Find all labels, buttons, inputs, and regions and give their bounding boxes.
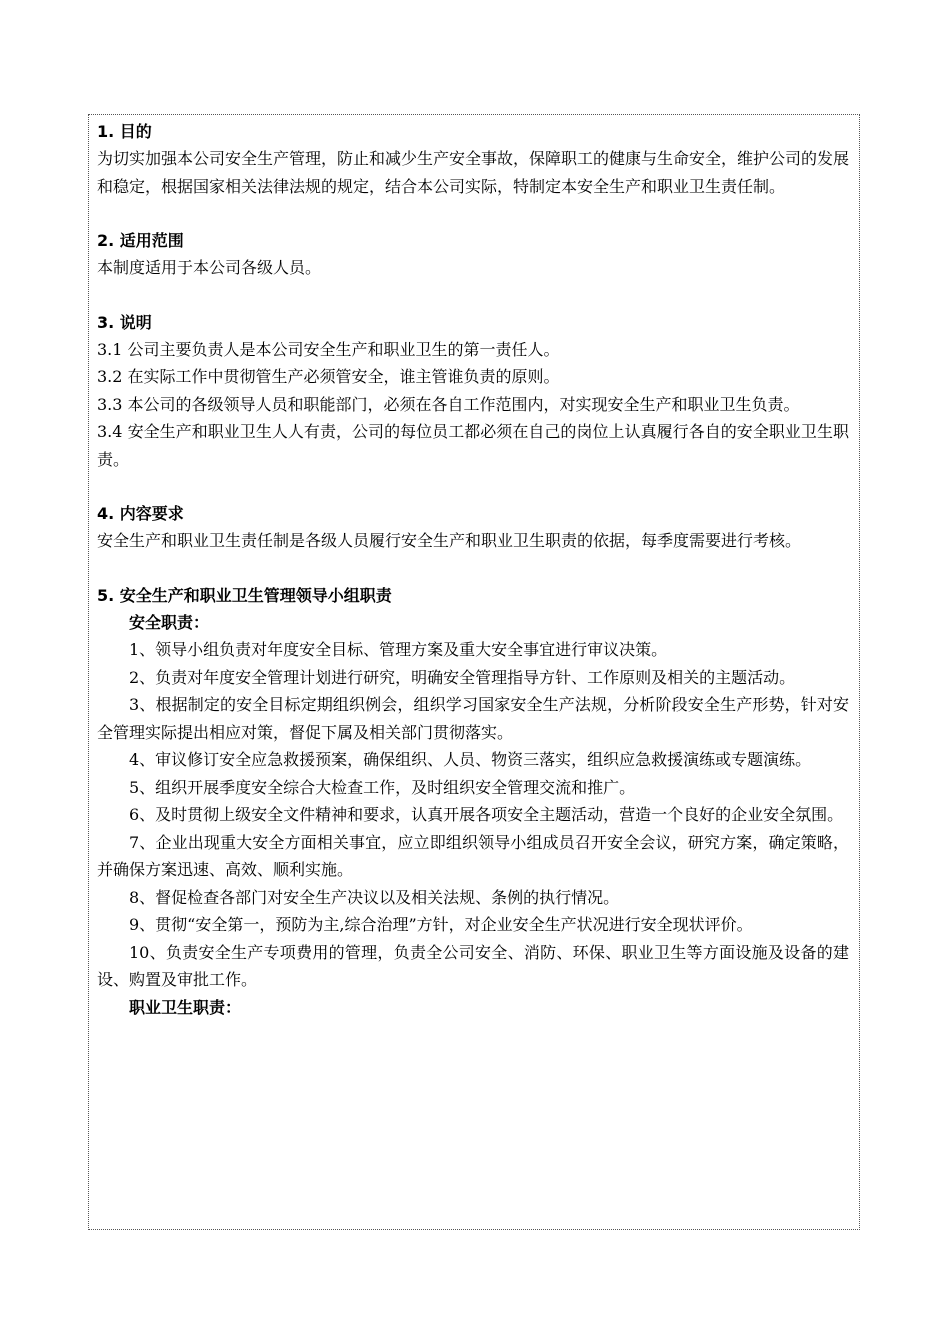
section-title: 5. 安全生产和职业卫生管理领导小组职责 <box>97 585 392 605</box>
section-description <box>97 309 849 474</box>
list-item: 5、组织开展季度安全综合大检查工作，及时组织安全管理交流和推广。 <box>129 777 636 797</box>
section-leadership-duties <box>97 582 849 1022</box>
list-item: 1、领导小组负责对年度安全目标、管理方案及重大安全事宜进行审议决策。 <box>129 640 668 659</box>
list-item: 3.4 安全生产和职业卫生人人有责，公司的每位员工都必须在自己的岗位上认真履行各自的安全职业卫生职责。 <box>97 422 849 469</box>
list-item: 3、根据制定的安全目标定期组织例会，组织学习国家安全生产法规，分析阶段安全生产形势，针对安全管理实际提出相应对策，督促下属及相关部门贯彻落实。 <box>97 695 849 742</box>
list-item: 7、企业出现重大安全方面相关事宜，应立即组织领导小组成员召开安全会议，研究方案，确定策略，并确保方案迅速、高效、顺利实施。 <box>97 832 849 879</box>
list-item: 9、贯彻“安全第一，预防为主,综合治理”方针，对企业安全生产状况进行安全现状评价。 <box>129 915 753 934</box>
list-item: 6、及时贯彻上级安全文件精神和要求，认真开展各项安全主题活动，营造一个良好的企业安全氛围。 <box>129 805 844 824</box>
spacer <box>97 473 849 500</box>
list-item: 4、审议修订安全应急救援预案，确保组织、人员、物资三落实，组织应急救援演练或专题演练。 <box>129 750 812 769</box>
list-item: 3.2 在实际工作中贯彻管生产必须管安全，谁主管谁负责的原则。 <box>97 367 560 386</box>
section-body: 为切实加强本公司安全生产管理，防止和减少生产安全事故，保障职工的健康与生命安全，维护公司的发展和稳定，根据国家相关法律法规的规定，结合本公司实际，特制定本安全生产和职业卫生责任制。 <box>97 149 850 196</box>
section-purpose <box>97 118 849 200</box>
section-title: 1. 目的 <box>97 122 152 141</box>
spacer <box>97 200 849 227</box>
list-item: 3.1 公司主要负责人是本公司安全生产和职业卫生的第一责任人。 <box>97 339 560 359</box>
list-item: 3.3 本公司的各级领导人员和职能部门，必须在各自工作范围内，对实现安全生产和职业卫生负责。 <box>97 394 800 414</box>
document-frame <box>88 114 860 1230</box>
section-title: 2. 适用范围 <box>97 231 184 250</box>
health-duties-heading: 职业卫生职责： <box>129 997 242 1017</box>
safety-duties-heading: 安全职责： <box>129 612 210 632</box>
spacer <box>97 555 849 582</box>
list-item: 8、督促检查各部门对安全生产决议以及相关法规、条例的执行情况。 <box>129 887 620 907</box>
section-title: 3. 说明 <box>97 312 152 332</box>
section-requirements <box>97 500 849 555</box>
section-scope <box>97 227 849 282</box>
section-body: 安全生产和职业卫生责任制是各级人员履行安全生产和职业卫生职责的依据，每季度需要进行考核。 <box>97 531 802 550</box>
section-title: 4. 内容要求 <box>97 504 184 523</box>
list-item: 10、负责安全生产专项费用的管理，负责全公司安全、消防、环保、职业卫生等方面设施及设备的建设、购置及审批工作。 <box>97 942 849 989</box>
section-body: 本制度适用于本公司各级人员。 <box>97 258 322 277</box>
list-item: 2、负责对年度安全管理计划进行研究，明确安全管理指导方针、工作原则及相关的主题活动。 <box>129 667 796 687</box>
spacer <box>97 282 849 309</box>
